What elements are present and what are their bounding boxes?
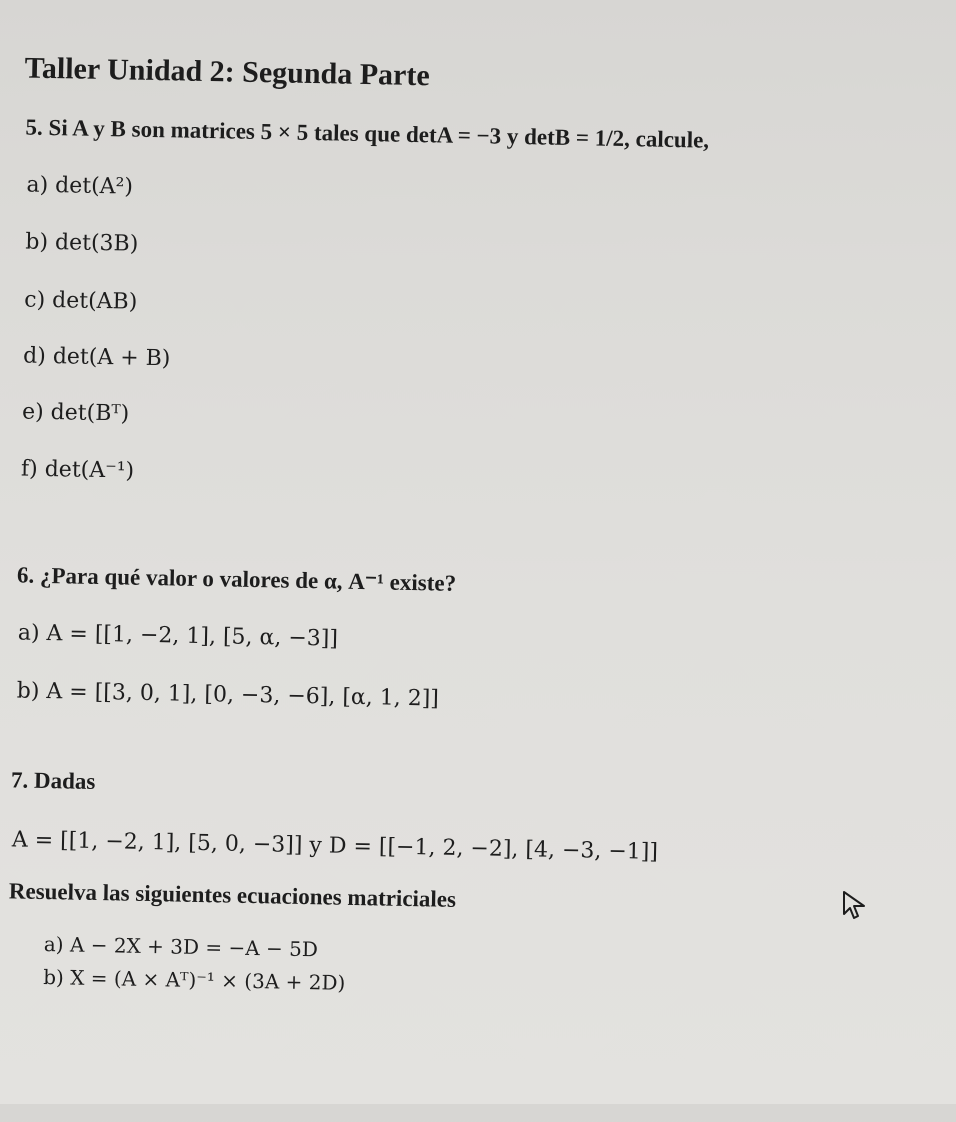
question-6-item-a: a) A = [[1, −2, 1], [5, α, −3]] bbox=[17, 620, 339, 652]
question-7-heading: 7. Dadas bbox=[10, 767, 96, 794]
question-5-item-f: f) det(A⁻¹) bbox=[20, 456, 135, 484]
question-7-matrices: A = [[1, −2, 1], [5, 0, −3]] y D = [[−1, 2, −2], [4, −3, −1]] bbox=[11, 827, 659, 865]
question-5-item-a: a) det(A²) bbox=[26, 172, 134, 200]
mouse-pointer-icon bbox=[842, 890, 868, 920]
question-5-item-b: b) det(3B) bbox=[25, 229, 139, 257]
question-5-item-d: d) det(A + B) bbox=[22, 343, 171, 372]
question-5-prompt: 5. Si A y B son matrices 5 × 5 tales que detA = −3 y detB = 1/2, calcule, bbox=[25, 114, 710, 153]
question-7-item-b: b) X = (A × Aᵀ)⁻¹ × (3A + 2D) bbox=[43, 965, 346, 995]
question-7-item-a: a) A − 2X + 3D = −A − 5D bbox=[43, 932, 319, 962]
question-7-instruction: Resuelva las siguientes ecuaciones matriciales bbox=[8, 878, 457, 912]
question-6-item-b: b) A = [[3, 0, 1], [0, −3, −6], [α, 1, 2]] bbox=[16, 678, 440, 712]
question-5-item-e: e) det(Bᵀ) bbox=[21, 399, 130, 427]
question-5-item-c: c) det(AB) bbox=[24, 287, 138, 315]
question-6-prompt: 6. ¿Para qué valor o valores de α, A⁻¹ existe? bbox=[16, 562, 457, 596]
document-title: Taller Unidad 2: Segunda Parte bbox=[24, 51, 431, 93]
